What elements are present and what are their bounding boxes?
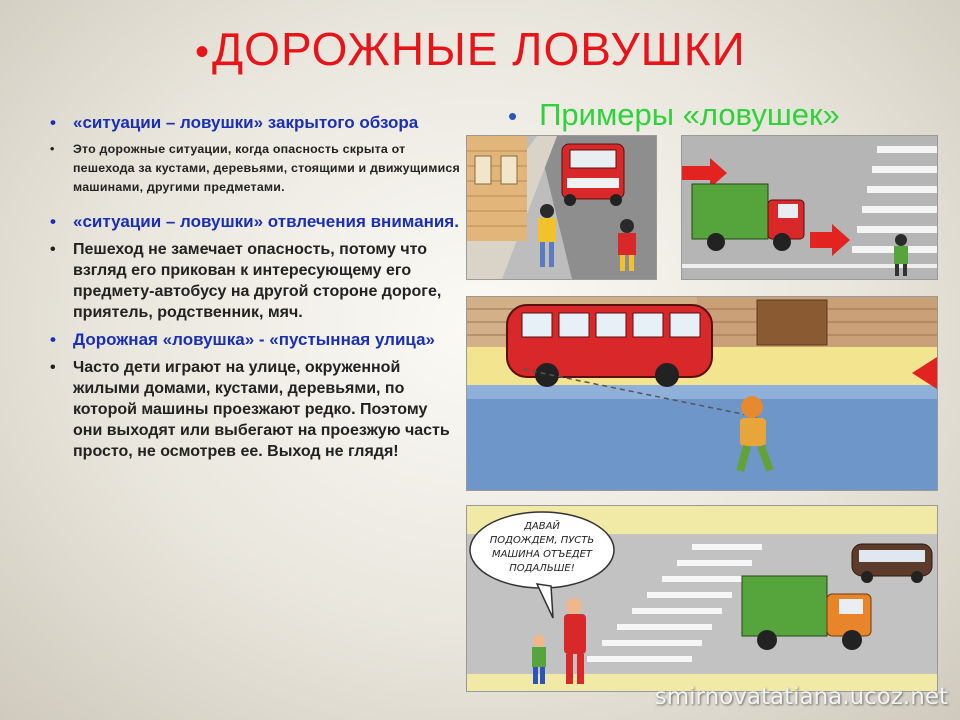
bullet: •	[50, 241, 56, 258]
bullet: •	[50, 359, 56, 376]
examples-title	[508, 97, 840, 133]
section-1-heading-text: «ситуации – ловушки» закрытого обзора	[73, 113, 419, 132]
section-2-heading	[46, 211, 460, 233]
bullet: •	[50, 142, 55, 156]
speech-line-1: ДАВАЙ	[524, 521, 560, 532]
section-1-heading	[46, 112, 460, 134]
title-text: ДОРОЖНЫЕ ЛОВУШКИ	[212, 23, 746, 75]
slide-title	[195, 22, 815, 76]
section-1-body: Это дорожные ситуации, когда опасность скрыта от пешехода за кустами, деревьями, стоящими и движущимися машинами, другими предметами.	[73, 142, 460, 194]
bullet: •	[50, 330, 56, 349]
section-3-heading-text: Дорожная «ловушка» - «пустынная улица»	[73, 330, 435, 349]
text-column	[46, 112, 460, 468]
bullet: •	[50, 212, 56, 231]
illustration-bus-distraction	[466, 296, 938, 491]
speech-line-3: МАШИНА ОТЪЕДЕТ	[491, 549, 593, 560]
section-3-body: Часто дети играют на улице, окруженной жилыми домами, кустами, деревьями, по которой машины проезжают редко. Поэтому они выходят или выбегают на проезжую часть просто, не осмотрев ее. Выход не глядя!	[73, 359, 450, 460]
examples-bullet: •	[508, 101, 518, 131]
section-3-text	[46, 357, 460, 462]
illustration-hidden-car	[466, 135, 657, 280]
title-bullet: •	[195, 30, 211, 74]
speech-line-2: ПОДОЖДЕМ, ПУСТЬ	[489, 535, 595, 546]
examples-title-text: Примеры «ловушек»	[539, 97, 840, 132]
watermark: smirnovatatiana.ucoz.net	[654, 684, 948, 710]
section-3-heading	[46, 329, 460, 351]
section-1-text	[46, 140, 460, 197]
bullet: •	[50, 113, 56, 132]
section-2-body: Пешеход не замечает опасность, потому что взгляд его прикован к интересующему его предмету-автобусу на другой стороне дороге, приятель, родственник, мяч.	[73, 241, 442, 321]
illustration-empty-street	[466, 505, 938, 692]
speech-line-4: ПОДАЛЬШЕ!	[509, 563, 575, 574]
section-2-heading-text: «ситуации – ловушки» отвлечения внимания.	[73, 212, 459, 231]
illustration-truck-crossing	[681, 135, 938, 280]
section-2-text	[46, 239, 460, 323]
